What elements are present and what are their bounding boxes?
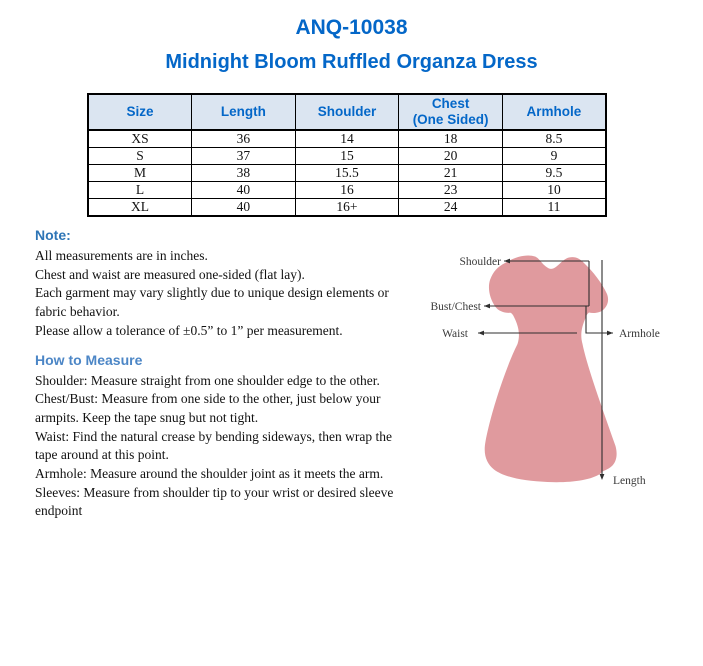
cell-length: 38 — [192, 165, 296, 182]
note-line: Please allow a tolerance of ±0.5” to 1” per measurement. — [35, 322, 343, 338]
bust-label: Bust/Chest — [430, 301, 481, 313]
cell-armhole: 9.5 — [502, 165, 606, 182]
cell-shoulder: 15 — [295, 148, 399, 165]
product-name: Midnight Bloom Ruffled Organza Dress — [165, 51, 538, 73]
measurement-diagram — [430, 240, 703, 500]
howto-line: Waist: Find the natural crease by bending sideways, then wrap the — [35, 428, 392, 444]
waist-label: Waist — [442, 328, 468, 340]
note-line: Each garment may vary slightly due to unique design elements or — [35, 285, 389, 301]
col-header-chest — [399, 94, 503, 130]
howto-line: Shoulder: Measure straight from one shoulder edge to the other. — [35, 372, 380, 388]
cell-shoulder: 16 — [295, 182, 399, 199]
cell-chest: 24 — [399, 199, 503, 217]
cell-shoulder: 15.5 — [295, 165, 399, 182]
cell-length: 36 — [192, 130, 296, 148]
length-label: Length — [613, 475, 646, 487]
col-header-sublabel: (One Sided) — [412, 112, 489, 127]
cell-armhole: 8.5 — [502, 130, 606, 148]
product-code: ANQ-10038 — [295, 16, 408, 39]
note-line: All measurements are in inches. — [35, 248, 208, 263]
cell-size: XL — [88, 199, 192, 217]
left-arrow-icon — [484, 304, 490, 309]
down-arrow-icon — [600, 474, 605, 480]
cell-shoulder: 16+ — [295, 199, 399, 217]
shoulder-label: Shoulder — [459, 256, 501, 268]
cell-chest: 18 — [399, 130, 503, 148]
col-header-label: Size — [126, 104, 154, 119]
col-header-size — [88, 94, 192, 130]
howto-line: armpits. Keep the tape snug but not tight. — [35, 409, 259, 425]
col-header-shoulder — [295, 94, 399, 130]
notes-column — [35, 227, 455, 521]
cell-chest: 20 — [399, 148, 503, 165]
cell-armhole: 10 — [502, 182, 606, 199]
cell-length: 37 — [192, 148, 296, 165]
cell-size: M — [88, 165, 192, 182]
table-row — [88, 199, 606, 217]
cell-length: 40 — [192, 199, 296, 217]
cell-shoulder: 14 — [295, 130, 399, 148]
table-row — [88, 148, 606, 165]
col-header-length — [192, 94, 296, 130]
col-header-label: Chest — [431, 96, 470, 111]
armhole-label: Armhole — [619, 328, 660, 340]
col-header-label: Armhole — [526, 104, 582, 119]
col-header-label: Length — [220, 104, 266, 119]
size-table-header-row — [88, 94, 606, 130]
cell-armhole: 11 — [502, 199, 606, 217]
right-arrow-icon — [607, 331, 613, 336]
cell-size: L — [88, 182, 192, 199]
col-header-armhole — [502, 94, 606, 130]
left-arrow-icon — [478, 331, 484, 336]
dress-silhouette — [485, 255, 617, 482]
note-line: fabric behavior. — [35, 304, 120, 320]
table-row — [88, 182, 606, 199]
cell-chest: 21 — [399, 165, 503, 182]
note-heading: Note: — [35, 227, 71, 243]
table-row — [88, 130, 606, 148]
cell-length: 40 — [192, 182, 296, 199]
howto-line: Sleeves: Measure from shoulder tip to your wrist or desired sleeve — [35, 484, 394, 500]
cell-size: XS — [88, 130, 192, 148]
col-header-label: Shoulder — [317, 104, 377, 119]
cell-chest: 23 — [399, 182, 503, 199]
how-to-measure-heading: How to Measure — [35, 351, 143, 368]
howto-line: endpoint — [35, 503, 83, 519]
table-row — [88, 165, 606, 182]
cell-size: S — [88, 148, 192, 165]
note-line: Chest and waist are measured one-sided (flat lay). — [35, 266, 305, 282]
size-table — [87, 93, 607, 217]
howto-line: tape around at this point. — [35, 447, 169, 463]
howto-line: Armhole: Measure around the shoulder joint as it meets the arm. — [35, 466, 384, 482]
howto-line: Chest/Bust: Measure from one side to the other, just below your — [35, 391, 381, 407]
cell-armhole: 9 — [502, 148, 606, 165]
